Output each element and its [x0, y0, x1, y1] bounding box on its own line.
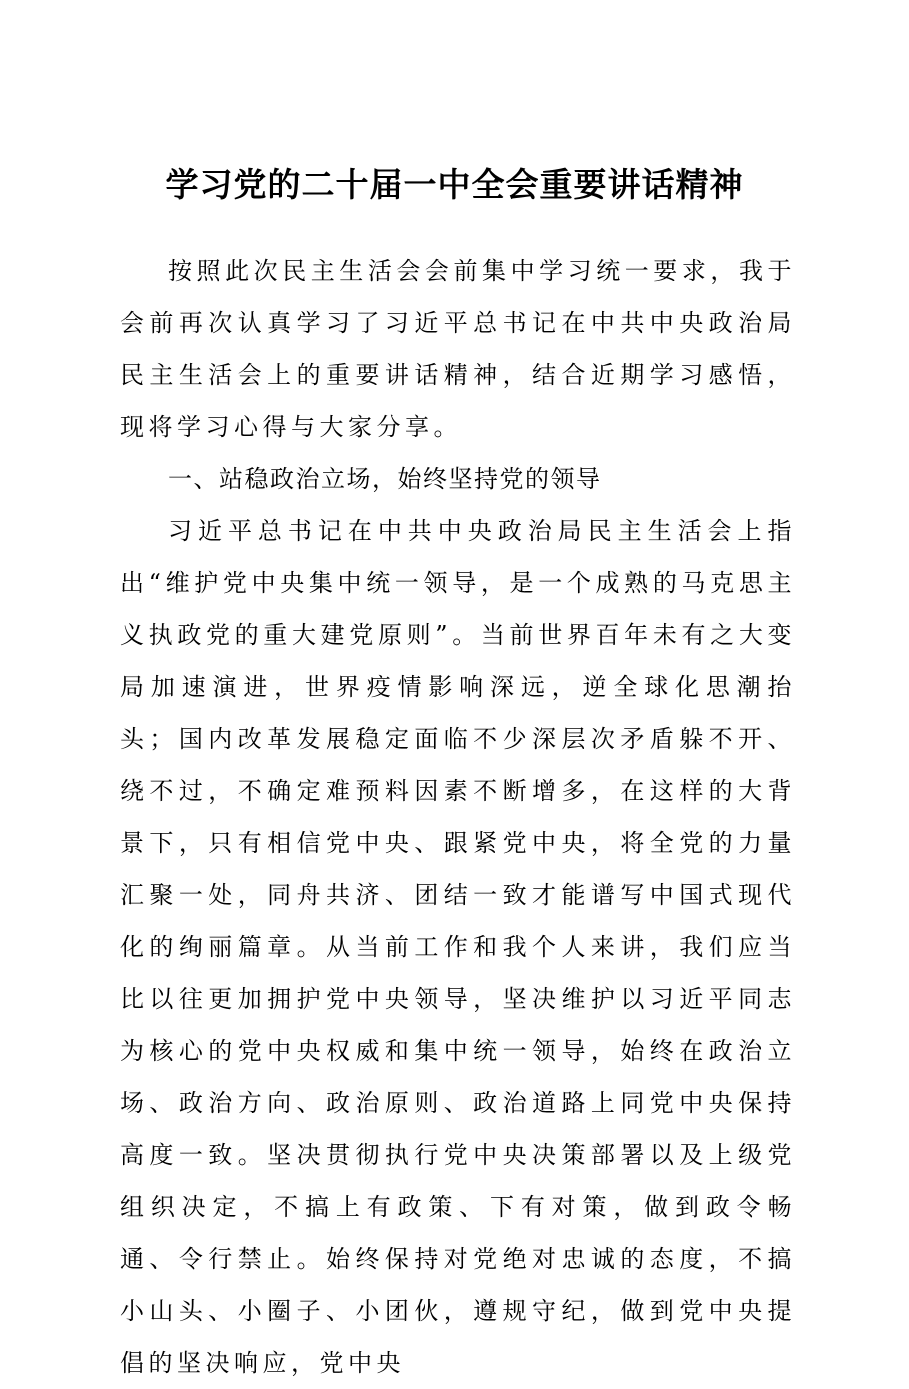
document-body [120, 245, 796, 1389]
document-title: 学习党的二十届一中全会重要讲话精神 [165, 165, 744, 204]
body-paragraph: 习近平总书记在中共中央政治局民主生活会上指出“维护党中央集中统一领导，是一个成熟的马克思主义执政党的重大建党原则”。当前世界百年未有之大变局加速演进，世界疫情影响深远，逆全球化思潮抬头；国内改革发展稳定面临不少深层次矛盾躲不开、绕不过，不确定难预料因素不断增多，在这样的大背景下，只有相信党中央、跟紧党中央，将全党的力量汇聚一处，同舟共济、团结一致才能谱写中国式现代化的绚丽篇章。从当前工作和我个人来讲，我们应当比以往更加拥护党中央领导，坚决维护以习近平同志为核心的党中央权威和集中统一领导，始终在政治立场、政治方向、政治原则、政治道路上同党中央保持高度一致。坚决贯彻执行党中央决策部署以及上级党组织决定，不搞上有政策、下有对策，做到政令畅通、令行禁止。始终保持对党绝对忠诚的态度，不搞小山头、小圈子、小团伙，遵规守纪，做到党中央提倡的坚决响应，党中央 [120, 517, 796, 1377]
intro-paragraph: 按照此次民主生活会会前集中学习统一要求，我于会前再次认真学习了习近平总书记在中共中央政治局民主生活会上的重要讲话精神，结合近期学习感悟，现将学习心得与大家分享。 [120, 257, 796, 441]
section-heading: 一、站稳政治立场，始终坚持党的领导 [168, 465, 602, 493]
